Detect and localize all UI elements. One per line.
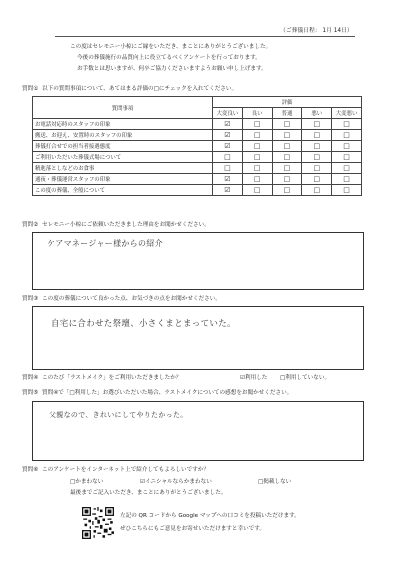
empty-box-icon: □: [283, 142, 291, 150]
empty-box-icon: □: [343, 175, 350, 183]
q6-prompt: このアンケートをインターネット上で紹介してもよろしいですか？: [42, 467, 209, 473]
rating-checkbox[interactable]: [332, 152, 362, 163]
empty-box-icon: □: [343, 131, 350, 139]
closing-message: 最後までご記入いただき、まことにありがとうございました。: [70, 490, 227, 496]
question-item: 通夜・葬儀運営スタッフの印象: [33, 174, 213, 185]
question-item: お電話対応時のスタッフの印象: [33, 119, 213, 130]
rating-checkbox[interactable]: [213, 152, 243, 163]
empty-box-icon: □: [224, 164, 231, 172]
table-row: [33, 152, 362, 163]
question-item: この度の葬儀、全般について: [33, 185, 213, 196]
checked-box-icon: ☑: [224, 186, 231, 194]
rating-table: [32, 96, 362, 196]
rating-checkbox[interactable]: [272, 174, 302, 185]
checked-box-icon: ☑: [224, 120, 231, 128]
rating-checkbox[interactable]: [272, 130, 302, 141]
intro-line-2: 今後の葬儀施行の品質向上に役立てるべくアンケートを行っております。: [77, 55, 261, 61]
q3-answer-box[interactable]: [32, 306, 364, 370]
rating-checkbox[interactable]: [242, 152, 272, 163]
rating-checkbox[interactable]: [242, 163, 272, 174]
rating-checkbox[interactable]: [302, 130, 332, 141]
q3-label: 質問③: [22, 296, 39, 302]
rating-checkbox[interactable]: [302, 163, 332, 174]
rating-checkbox[interactable]: [213, 163, 243, 174]
checked-box-icon: ☑: [224, 175, 231, 183]
empty-box-icon: □: [313, 153, 321, 161]
rating-checkbox[interactable]: [213, 119, 243, 130]
rating-col-4: 大変悪い: [332, 108, 362, 119]
rating-checkbox[interactable]: [332, 130, 362, 141]
empty-box-icon: □: [253, 186, 261, 194]
q6-option-ok[interactable]: □かまわない: [70, 479, 104, 485]
empty-box-icon: □: [343, 164, 350, 172]
empty-box-icon: □: [253, 142, 261, 150]
q2-prompt: セレモニー小椋にご依頼いただきました理由をお聞かせください。: [42, 222, 210, 228]
table-row: [33, 174, 362, 185]
q6-option-initials[interactable]: ☑イニシャルならかまわない: [140, 479, 212, 485]
q3-prompt: この度の葬儀について良かった点、お気づきの点をお聞かせください。: [42, 296, 221, 302]
empty-box-icon: □: [283, 131, 291, 139]
rating-col-1: 良い: [242, 108, 272, 119]
rating-checkbox[interactable]: [302, 185, 332, 196]
question-item: 葬儀打合せでの担当者接遇態度: [33, 141, 213, 152]
empty-box-icon: □: [313, 142, 321, 150]
q6-label: 質問⑥: [22, 467, 39, 473]
q5-label: 質問⑤: [22, 390, 39, 396]
empty-box-icon: □: [313, 164, 321, 172]
q1-prompt: 以下の質問事項について、あてはまる評価の□にチェックを入れてください。: [42, 86, 238, 92]
rating-checkbox[interactable]: [302, 141, 332, 152]
rating-col-3: 悪い: [302, 108, 332, 119]
table-row: [33, 119, 362, 130]
rating-checkbox[interactable]: [332, 174, 362, 185]
rating-checkbox[interactable]: [242, 185, 272, 196]
header-divider: [55, 36, 355, 37]
empty-box-icon: □: [343, 186, 350, 194]
empty-box-icon: □: [313, 131, 321, 139]
empty-box-icon: □: [253, 120, 261, 128]
rating-checkbox[interactable]: [302, 174, 332, 185]
footer-line-1: 左記の QR コードから Google マップへの口コミを投稿いただけます。: [120, 513, 300, 519]
table-header-item: 質問事項: [33, 97, 213, 119]
empty-box-icon: □: [283, 175, 291, 183]
q6-option-no[interactable]: □掲載しない: [258, 479, 292, 485]
q5-answer-box[interactable]: [32, 401, 364, 461]
empty-box-icon: □: [253, 131, 261, 139]
rating-checkbox[interactable]: [213, 130, 243, 141]
q4-label: 質問④: [22, 375, 39, 381]
rating-checkbox[interactable]: [272, 119, 302, 130]
rating-checkbox[interactable]: [272, 163, 302, 174]
q5-answer: 父親なので、きれいにしてやりたかった。: [49, 411, 188, 419]
table-header-rating: 評価: [213, 97, 362, 108]
q5-prompt: 質問④で「□利用した」お選びいただいた場合、ラストメイクについての感想をお聞かせください。: [42, 390, 293, 396]
q2-answer: ケアマネージャー様からの紹介: [47, 239, 163, 248]
qr-code-icon[interactable]: [82, 507, 114, 539]
rating-checkbox[interactable]: [213, 185, 243, 196]
empty-box-icon: □: [283, 120, 291, 128]
intro-line-1: この度はセレモニー小椋にご縁をいただき、まことにありがとうございました。: [70, 44, 272, 50]
table-row: [33, 185, 362, 196]
rating-checkbox[interactable]: [242, 141, 272, 152]
rating-checkbox[interactable]: [272, 185, 302, 196]
question-item: 搬送、お迎え、安置時のスタッフの印象: [33, 130, 213, 141]
empty-box-icon: □: [283, 186, 291, 194]
question-item: 精進落としなどのお食事: [33, 163, 213, 174]
rating-checkbox[interactable]: [332, 185, 362, 196]
empty-box-icon: □: [253, 164, 261, 172]
rating-checkbox[interactable]: [213, 141, 243, 152]
empty-box-icon: □: [283, 164, 291, 172]
empty-box-icon: □: [313, 186, 321, 194]
empty-box-icon: □: [343, 120, 350, 128]
rating-checkbox[interactable]: [332, 163, 362, 174]
empty-box-icon: □: [224, 153, 231, 161]
rating-checkbox[interactable]: [242, 130, 272, 141]
q2-label: 質問②: [22, 222, 39, 228]
q4-prompt: このたび「ラストメイク」をご利用いただきましたか？: [42, 375, 182, 381]
rating-checkbox[interactable]: [272, 152, 302, 163]
q2-answer-box[interactable]: [32, 232, 364, 290]
table-row: [33, 130, 362, 141]
empty-box-icon: □: [253, 153, 261, 161]
q1-label: 質問①: [22, 86, 39, 92]
checked-box-icon: ☑: [224, 131, 231, 139]
rating-checkbox[interactable]: [332, 119, 362, 130]
q4-option-used[interactable]: ☑利用した: [240, 375, 268, 381]
checked-box-icon: ☑: [224, 142, 231, 150]
empty-box-icon: □: [343, 153, 350, 161]
table-row: [33, 141, 362, 152]
empty-box-icon: □: [343, 142, 350, 150]
rating-checkbox[interactable]: [213, 174, 243, 185]
empty-box-icon: □: [313, 175, 321, 183]
rating-col-0: 大変良い: [213, 108, 243, 119]
rating-checkbox[interactable]: [302, 119, 332, 130]
empty-box-icon: □: [313, 120, 321, 128]
ceremony-date: （ご葬儀日程： 1月 14日）: [280, 28, 353, 34]
rating-checkbox[interactable]: [332, 141, 362, 152]
rating-col-2: 普通: [272, 108, 302, 119]
q3-answer: 自宅に合わせた祭壇、小さくまとまっていた。: [51, 319, 236, 329]
rating-checkbox[interactable]: [272, 141, 302, 152]
table-row: [33, 163, 362, 174]
empty-box-icon: □: [283, 153, 291, 161]
question-item: ご利用いただいた葬儀式場について: [33, 152, 213, 163]
footer-line-2: ぜひこちらにもご意見をお寄せいただけますと幸いです。: [120, 526, 265, 532]
q4-option-not-used[interactable]: □利用していない。: [280, 375, 331, 381]
rating-checkbox[interactable]: [302, 152, 332, 163]
rating-checkbox[interactable]: [242, 119, 272, 130]
empty-box-icon: □: [253, 175, 261, 183]
rating-checkbox[interactable]: [242, 174, 272, 185]
intro-line-3: お手数とは思いますが、何卒ご協力くださいますようお願い申し上げます。: [77, 66, 267, 72]
